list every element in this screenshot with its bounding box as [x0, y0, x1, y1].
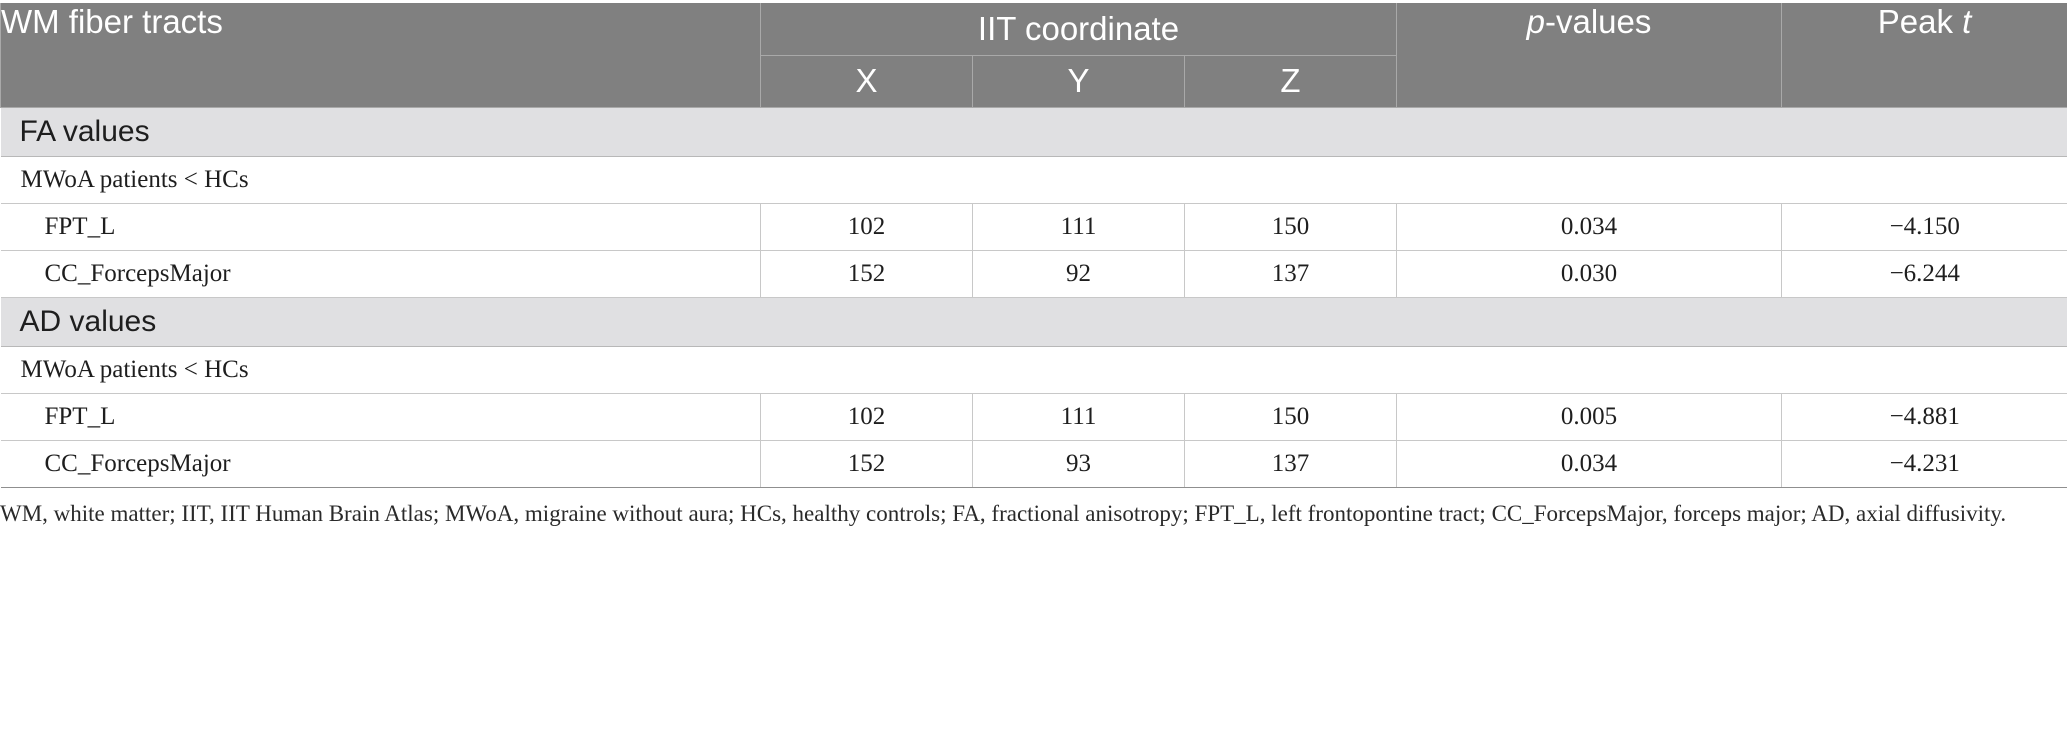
- cell-z: 150: [1185, 393, 1397, 440]
- cell-z: 137: [1185, 440, 1397, 487]
- header-iit-coordinate: IIT coordinate: [761, 3, 1397, 55]
- table-row: [1, 440, 2067, 487]
- table-row: [1, 250, 2067, 297]
- header-peak-t: Peak t: [1782, 3, 2067, 107]
- cell-x: 152: [761, 440, 973, 487]
- table-row: [1, 203, 2067, 250]
- subgroup-row: [1, 346, 2067, 393]
- cell-t: −6.244: [1782, 250, 2067, 297]
- cell-y: 111: [973, 203, 1185, 250]
- cell-p: 0.005: [1397, 393, 1782, 440]
- cell-t: −4.881: [1782, 393, 2067, 440]
- cell-p: 0.034: [1397, 440, 1782, 487]
- header-p-values: p-values: [1397, 3, 1782, 107]
- cell-z: 137: [1185, 250, 1397, 297]
- cell-x: 102: [761, 393, 973, 440]
- section-row: [1, 297, 2067, 346]
- section-title: FA values: [1, 107, 2067, 156]
- cell-y: 92: [973, 250, 1185, 297]
- header-y: Y: [973, 55, 1185, 107]
- section-row: [1, 107, 2067, 156]
- header-z: Z: [1185, 55, 1397, 107]
- header-x: X: [761, 55, 973, 107]
- cell-t: −4.231: [1782, 440, 2067, 487]
- subgroup-label: MWoA patients < HCs: [1, 346, 2067, 393]
- cell-tract: FPT_L: [1, 203, 761, 250]
- cell-x: 102: [761, 203, 973, 250]
- cell-tract: FPT_L: [1, 393, 761, 440]
- subgroup-label: MWoA patients < HCs: [1, 156, 2067, 203]
- header-row-1: [1, 3, 2067, 55]
- cell-tract: CC_ForcepsMajor: [1, 250, 761, 297]
- cell-p: 0.034: [1397, 203, 1782, 250]
- table-row: [1, 393, 2067, 440]
- cell-tract: CC_ForcepsMajor: [1, 440, 761, 487]
- cell-t: −4.150: [1782, 203, 2067, 250]
- table-footnote: WM, white matter; IIT, IIT Human Brain Atlas; MWoA, migraine without aura; HCs, healthy controls; FA, fractional anisotropy; FPT_L, left frontopontine tract; CC_ForcepsMajor, forceps major; AD, axial diffusivity.: [0, 501, 2007, 526]
- subgroup-row: [1, 156, 2067, 203]
- section-title: AD values: [1, 297, 2067, 346]
- cell-p: 0.030: [1397, 250, 1782, 297]
- cell-y: 111: [973, 393, 1185, 440]
- results-table: [0, 3, 2067, 488]
- cell-z: 150: [1185, 203, 1397, 250]
- cell-y: 93: [973, 440, 1185, 487]
- cell-x: 152: [761, 250, 973, 297]
- header-wm-fiber-tracts: WM fiber tracts: [1, 3, 761, 107]
